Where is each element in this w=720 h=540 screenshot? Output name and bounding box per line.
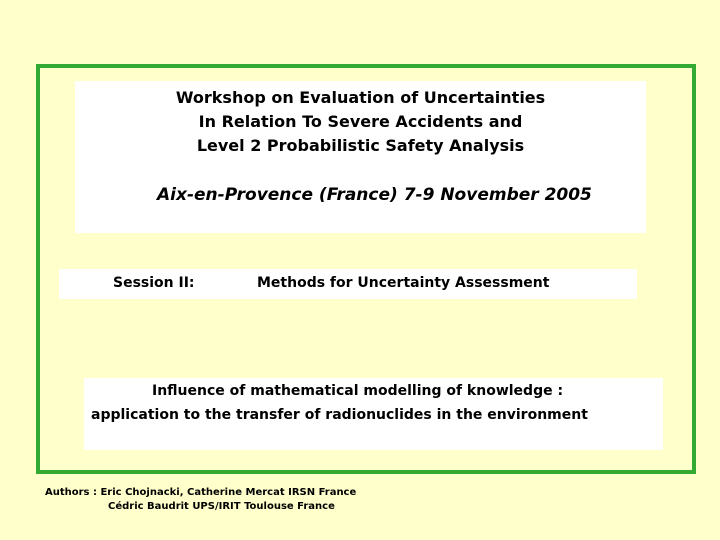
talk-title-line-2: application to the transfer of radionuclides in the environment xyxy=(91,407,588,423)
session-box xyxy=(59,269,637,299)
authors-line-1: Authors : Eric Chojnacki, Catherine Mercat IRSN France xyxy=(45,487,357,498)
title-line-3: Level 2 Probabilistic Safety Analysis xyxy=(196,136,525,155)
authors-line-2: Cédric Baudrit UPS/IRIT Toulouse France xyxy=(108,501,335,512)
talk-title-line-1: Influence of mathematical modelling of knowledge : xyxy=(152,383,564,399)
title-line-1: Workshop on Evaluation of Uncertainties xyxy=(175,88,546,107)
title-box xyxy=(75,81,646,233)
title-line-2: In Relation To Severe Accidents and xyxy=(198,112,523,131)
location-date: Aix-en-Provence (France) 7-9 November 2005 xyxy=(157,185,592,205)
session-label: Session II: xyxy=(113,275,195,291)
talk-title-box xyxy=(84,378,663,450)
session-topic: Methods for Uncertainty Assessment xyxy=(257,275,550,291)
